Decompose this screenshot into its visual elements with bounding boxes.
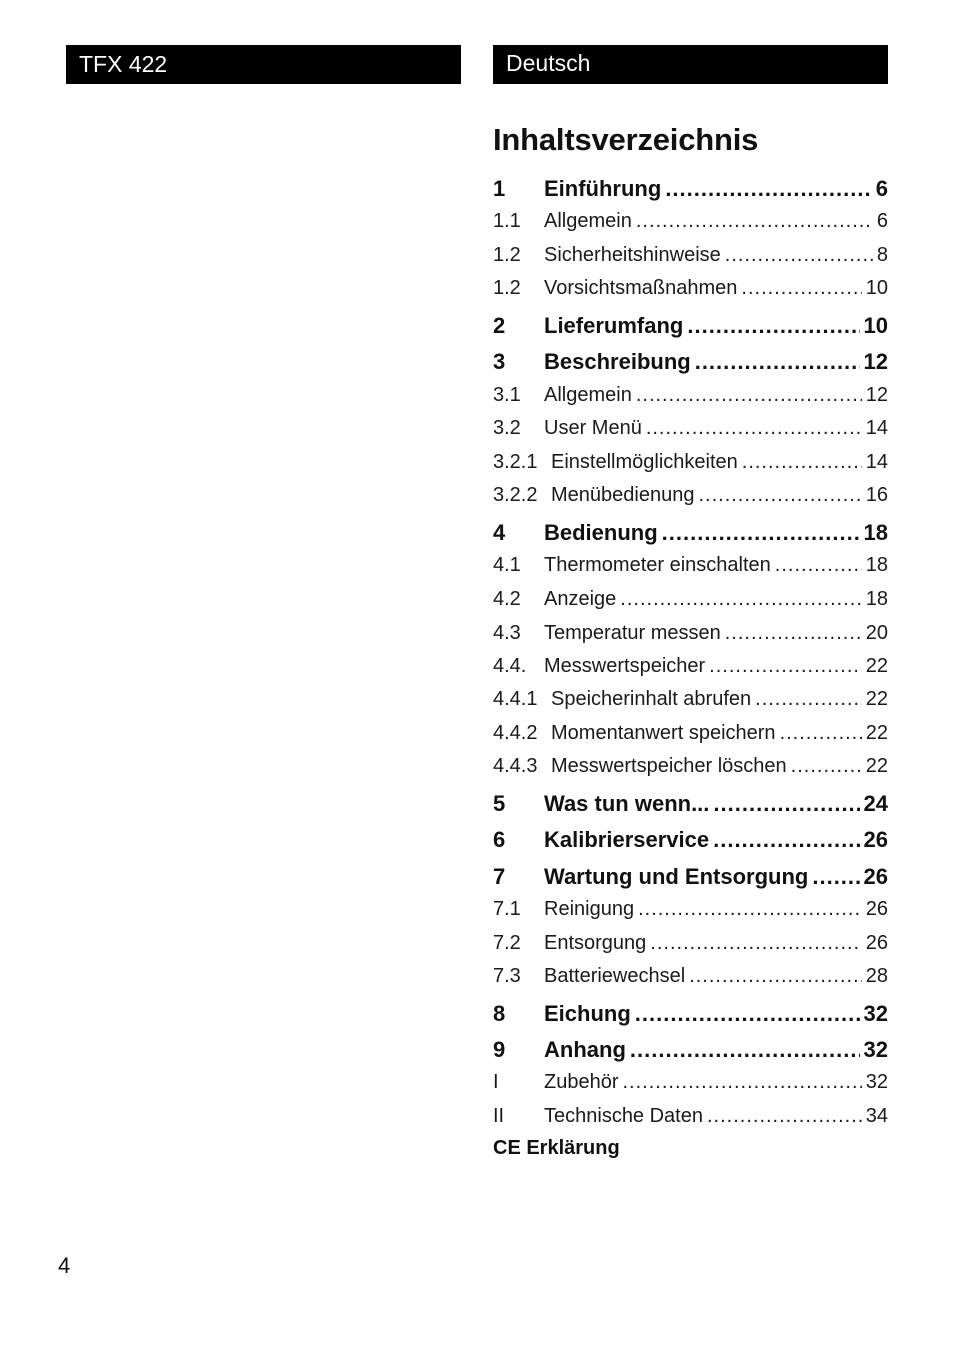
toc-entry-number: 4.2	[493, 588, 521, 610]
toc-entry-number: 1	[493, 176, 506, 201]
toc-entry-label: Was tun wenn...	[544, 791, 710, 816]
toc-entry-page: 12	[863, 349, 888, 374]
toc-entry-label: Thermometer einschalten	[544, 554, 771, 576]
toc-entry-label: Wartung und Entsorgung	[544, 864, 809, 889]
toc-dot-leader	[725, 622, 862, 645]
toc-entry-label: Temperatur messen	[544, 622, 721, 644]
toc-entry-page: 26	[865, 898, 888, 920]
toc-entry-label: Speicherinhalt abrufen	[551, 688, 752, 710]
toc-entry[interactable]	[493, 277, 888, 300]
toc-entry[interactable]	[493, 1001, 888, 1027]
toc-entry[interactable]	[493, 349, 888, 375]
toc-entry-page: 26	[865, 932, 888, 954]
toc-entry-label: Kalibrierservice	[544, 827, 710, 852]
toc-entry-label: User Menü	[544, 417, 642, 439]
toc-dot-leader	[630, 1037, 860, 1063]
toc-dot-leader	[741, 277, 861, 300]
toc-entry-label: Eichung	[544, 1001, 631, 1026]
toc-entry-label: Allgemein	[544, 384, 632, 406]
toc-dot-leader	[650, 932, 861, 955]
toc-entry[interactable]	[493, 554, 888, 577]
toc-entry-number: 3.2	[493, 417, 521, 439]
toc-dot-leader	[689, 965, 862, 988]
toc-dot-leader	[687, 313, 859, 339]
toc-entry-page: 10	[865, 277, 888, 299]
toc-dot-leader	[638, 898, 862, 921]
toc-entry-page: 16	[865, 484, 888, 506]
toc-entry-number: 7.1	[493, 898, 521, 920]
toc-entry[interactable]	[493, 1071, 888, 1094]
page-number: 4	[58, 1253, 71, 1278]
toc-entry-label: Messwertspeicher	[544, 655, 706, 677]
toc-entry[interactable]	[493, 791, 888, 817]
toc-dot-leader	[662, 520, 860, 546]
toc-entry-page: 26	[863, 864, 888, 889]
toc-entry-number: 3.2.2	[493, 484, 538, 506]
toc-entry[interactable]	[493, 244, 888, 267]
toc-entry-label: Batteriewechsel	[544, 965, 686, 987]
toc-dot-leader	[791, 755, 862, 778]
toc-entry[interactable]	[493, 1037, 888, 1063]
toc-dot-leader	[713, 827, 859, 853]
toc-entry[interactable]	[493, 384, 888, 407]
toc-entry[interactable]	[493, 176, 888, 202]
toc-entry-number: 4.4.3	[493, 755, 538, 777]
toc-entry[interactable]	[493, 965, 888, 988]
toc-dot-leader	[780, 722, 862, 745]
toc-entry[interactable]	[493, 827, 888, 853]
toc-entry[interactable]	[493, 313, 888, 339]
toc-entry-label: Allgemein	[544, 210, 632, 232]
toc-entry-number: 7.2	[493, 932, 521, 954]
toc-dot-leader	[713, 791, 859, 817]
toc-dot-leader	[709, 655, 862, 678]
toc-entry-number: 3	[493, 349, 506, 374]
toc-entry-number: 4.4.	[493, 655, 527, 677]
toc-entry-page: 20	[865, 622, 888, 644]
toc-dot-leader	[635, 1001, 860, 1027]
toc-entry[interactable]	[493, 755, 888, 778]
toc-entry-number: 7	[493, 864, 506, 889]
toc-entry[interactable]	[493, 688, 888, 711]
toc-entry-page: 22	[865, 722, 888, 744]
toc-entry-number: 1.2	[493, 244, 521, 266]
toc-entry[interactable]	[493, 932, 888, 955]
toc-entry-label: Reinigung	[544, 898, 635, 920]
toc-entry[interactable]	[493, 484, 888, 507]
toc-entry-page: 18	[865, 588, 888, 610]
toc-entry-number: 3.1	[493, 384, 521, 406]
toc-entry-label: Vorsichtsmaßnahmen	[544, 277, 738, 299]
toc-entry-page: 6	[875, 176, 888, 201]
toc-entry-number: 3.2.1	[493, 451, 538, 473]
toc-entry[interactable]	[493, 451, 888, 474]
toc-entry-label: Einführung	[544, 176, 662, 201]
toc-dot-leader	[646, 417, 862, 440]
toc-entry[interactable]	[493, 864, 888, 890]
toc-entry-page: 32	[863, 1037, 888, 1062]
toc-entry-page: 32	[865, 1071, 888, 1093]
toc-entry-page: 8	[876, 244, 888, 266]
table-of-contents	[493, 0, 888, 1350]
toc-entry[interactable]	[493, 898, 888, 921]
toc-dot-leader	[707, 1105, 862, 1128]
product-name-bar	[66, 45, 461, 84]
toc-dot-leader	[620, 588, 861, 611]
toc-entry[interactable]	[493, 210, 888, 233]
toc-entry-number: 4.4.1	[493, 688, 538, 710]
toc-entry[interactable]	[493, 520, 888, 546]
toc-entry-page: 18	[863, 520, 888, 545]
toc-entry-number: II	[493, 1105, 505, 1127]
toc-dot-leader	[636, 210, 873, 233]
toc-entry-page: 14	[865, 417, 888, 439]
toc-entry-page: 34	[865, 1105, 888, 1127]
toc-entry-number: 8	[493, 1001, 506, 1026]
toc-dot-leader	[623, 1071, 862, 1094]
toc-entry[interactable]	[493, 588, 888, 611]
toc-entry[interactable]	[493, 722, 888, 745]
toc-entry-label: Anzeige	[544, 588, 617, 610]
toc-entry-label: Bedienung	[544, 520, 658, 545]
toc-dot-leader	[725, 244, 873, 267]
toc-entry-number: 1.1	[493, 210, 521, 232]
toc-title: Inhaltsverzeichnis	[493, 122, 759, 157]
toc-dot-leader	[698, 484, 861, 507]
toc-entry-page: 14	[865, 451, 888, 473]
toc-entry-label: Menübedienung	[551, 484, 695, 506]
toc-entry-label: Lieferumfang	[544, 313, 684, 338]
toc-entry-number: 5	[493, 791, 506, 816]
language-label: Deutsch	[506, 50, 591, 76]
toc-dot-leader	[775, 554, 862, 577]
toc-entry-page: 6	[876, 210, 888, 232]
toc-entry-page: 26	[863, 827, 888, 852]
toc-entry-page: 22	[865, 755, 888, 777]
toc-entry-number: I	[493, 1071, 499, 1093]
toc-entry-label: Zubehör	[544, 1071, 619, 1093]
toc-entry[interactable]	[493, 622, 888, 645]
toc-entry-number: 4.3	[493, 622, 521, 644]
toc-entry-number: 4.4.2	[493, 722, 538, 744]
toc-entry-label: Anhang	[544, 1037, 626, 1062]
toc-entry-number: 9	[493, 1037, 506, 1062]
toc-entry-number: 4.1	[493, 554, 521, 576]
toc-dot-leader	[742, 451, 862, 474]
toc-entry-page: 12	[865, 384, 888, 406]
toc-entry-page: 28	[865, 965, 888, 987]
product-name: TFX 422	[79, 51, 168, 77]
toc-dot-leader	[812, 864, 859, 890]
toc-entry-number: 7.3	[493, 965, 521, 987]
toc-entry-label: Messwertspeicher löschen	[551, 755, 787, 777]
toc-entry-label: Sicherheitshinweise	[544, 244, 721, 266]
toc-entry-page: 22	[865, 655, 888, 677]
toc-entry-number: 2	[493, 313, 506, 338]
toc-entry-page: 32	[863, 1001, 888, 1026]
toc-entry-label: CE Erklärung	[493, 1137, 620, 1159]
toc-entry-label: Momentanwert speichern	[551, 722, 776, 744]
toc-entry-page: 24	[863, 791, 888, 816]
toc-entry-number: 6	[493, 827, 506, 852]
toc-entry[interactable]	[493, 1105, 888, 1128]
toc-entry[interactable]	[493, 417, 888, 440]
toc-dot-leader	[755, 688, 862, 711]
toc-dot-leader	[665, 176, 871, 202]
toc-entry-label: Beschreibung	[544, 349, 691, 374]
toc-dot-leader	[636, 384, 862, 407]
toc-entry-label: Einstellmöglichkeiten	[551, 451, 738, 473]
toc-entry-ce[interactable]	[493, 1137, 888, 1160]
toc-entry[interactable]	[493, 655, 888, 678]
toc-entry-page: 22	[865, 688, 888, 710]
toc-entry-number: 4	[493, 520, 506, 545]
toc-entry-page: 18	[865, 554, 888, 576]
toc-entry-label: Technische Daten	[544, 1105, 703, 1127]
toc-dot-leader	[695, 349, 860, 375]
toc-entry-number: 1.2	[493, 277, 521, 299]
toc-entry-page: 10	[863, 313, 888, 338]
toc-entry-label: Entsorgung	[544, 932, 647, 954]
